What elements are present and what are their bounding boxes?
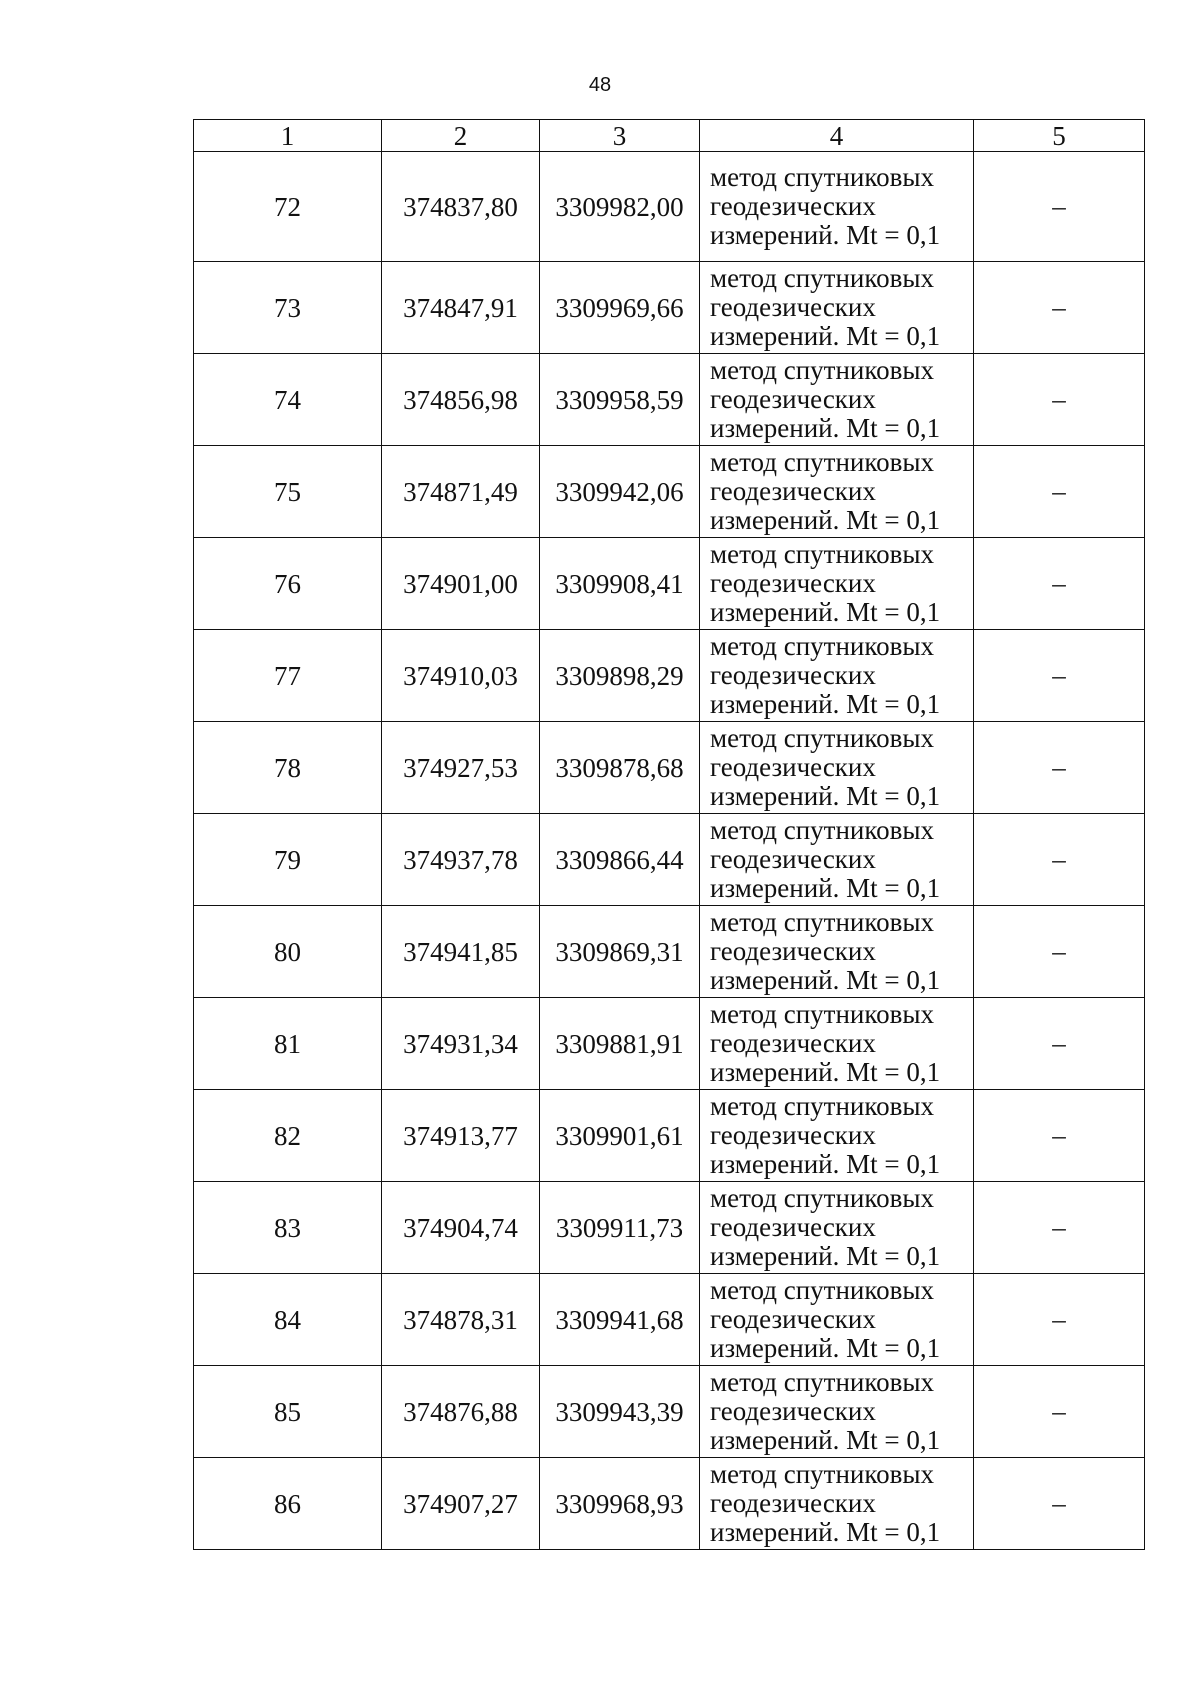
method-line: измерений. Mt = 0,1 <box>710 413 941 443</box>
column-5-cell: – <box>974 814 1145 906</box>
point-number-cell: 85 <box>194 1366 382 1458</box>
table-row <box>194 906 1145 998</box>
header-col-2: 2 <box>382 120 540 152</box>
method-line: метод спутниковых <box>710 355 934 385</box>
method-line: измерений. Mt = 0,1 <box>710 1333 941 1363</box>
method-cell <box>700 1090 974 1182</box>
method-cell <box>700 262 974 354</box>
table-row <box>194 1274 1145 1366</box>
method-line: измерений. Mt = 0,1 <box>710 965 941 995</box>
table-row <box>194 998 1145 1090</box>
x-coordinate-cell: 374871,49 <box>382 446 540 538</box>
column-5-cell: – <box>974 446 1145 538</box>
x-coordinate-cell: 374847,91 <box>382 262 540 354</box>
y-coordinate-cell: 3309869,31 <box>540 906 700 998</box>
header-row <box>194 120 1145 152</box>
method-line: метод спутниковых <box>710 907 934 937</box>
table-row <box>194 152 1145 262</box>
x-coordinate-cell: 374856,98 <box>382 354 540 446</box>
table-row <box>194 446 1145 538</box>
method-cell <box>700 354 974 446</box>
method-line: метод спутниковых <box>710 631 934 661</box>
x-coordinate-cell: 374941,85 <box>382 906 540 998</box>
x-coordinate-cell: 374901,00 <box>382 538 540 630</box>
table-row <box>194 1458 1145 1550</box>
method-cell <box>700 1366 974 1458</box>
x-coordinate-cell: 374910,03 <box>382 630 540 722</box>
method-cell <box>700 998 974 1090</box>
header-col-4: 4 <box>700 120 974 152</box>
column-5-cell: – <box>974 262 1145 354</box>
point-number-cell: 86 <box>194 1458 382 1550</box>
table-row <box>194 354 1145 446</box>
method-cell <box>700 814 974 906</box>
method-line: геодезических <box>710 1212 876 1242</box>
y-coordinate-cell: 3309908,41 <box>540 538 700 630</box>
method-line: метод спутниковых <box>710 815 934 845</box>
table-header <box>194 120 1145 152</box>
method-cell <box>700 722 974 814</box>
method-line: геодезических <box>710 1028 876 1058</box>
method-line: метод спутниковых <box>710 1183 934 1213</box>
method-cell <box>700 1458 974 1550</box>
method-line: измерений. Mt = 0,1 <box>710 1517 941 1547</box>
method-line: метод спутниковых <box>710 999 934 1029</box>
point-number-cell: 84 <box>194 1274 382 1366</box>
method-cell <box>700 1274 974 1366</box>
y-coordinate-cell: 3309941,68 <box>540 1274 700 1366</box>
x-coordinate-cell: 374913,77 <box>382 1090 540 1182</box>
method-line: геодезических <box>710 1120 876 1150</box>
column-5-cell: – <box>974 1458 1145 1550</box>
header-col-1: 1 <box>194 120 382 152</box>
table-body <box>194 152 1145 1550</box>
column-5-cell: – <box>974 630 1145 722</box>
method-line: геодезических <box>710 936 876 966</box>
method-line: метод спутниковых <box>710 723 934 753</box>
y-coordinate-cell: 3309942,06 <box>540 446 700 538</box>
method-line: геодезических <box>710 844 876 874</box>
point-number-cell: 73 <box>194 262 382 354</box>
column-5-cell: – <box>974 998 1145 1090</box>
method-line: измерений. Mt = 0,1 <box>710 873 941 903</box>
y-coordinate-cell: 3309982,00 <box>540 152 700 262</box>
point-number-cell: 77 <box>194 630 382 722</box>
column-5-cell: – <box>974 1274 1145 1366</box>
method-line: геодезических <box>710 1488 876 1518</box>
method-line: геодезических <box>710 568 876 598</box>
method-line: метод спутниковых <box>710 162 934 192</box>
table-row <box>194 538 1145 630</box>
method-line: метод спутниковых <box>710 447 934 477</box>
method-line: геодезических <box>710 1304 876 1334</box>
method-line: метод спутниковых <box>710 1367 934 1397</box>
page-number: 48 <box>588 74 612 96</box>
column-5-cell: – <box>974 906 1145 998</box>
y-coordinate-cell: 3309901,61 <box>540 1090 700 1182</box>
x-coordinate-cell: 374937,78 <box>382 814 540 906</box>
method-line: измерений. Mt = 0,1 <box>710 1425 941 1455</box>
table-row <box>194 1090 1145 1182</box>
table-row <box>194 630 1145 722</box>
method-line: метод спутниковых <box>710 1459 934 1489</box>
point-number-cell: 80 <box>194 906 382 998</box>
method-line: измерений. Mt = 0,1 <box>710 1149 941 1179</box>
column-5-cell: – <box>974 722 1145 814</box>
y-coordinate-cell: 3309878,68 <box>540 722 700 814</box>
column-5-cell: – <box>974 1090 1145 1182</box>
y-coordinate-cell: 3309958,59 <box>540 354 700 446</box>
column-5-cell: – <box>974 354 1145 446</box>
method-line: метод спутниковых <box>710 263 934 293</box>
header-col-5: 5 <box>974 120 1145 152</box>
x-coordinate-cell: 374931,34 <box>382 998 540 1090</box>
method-cell <box>700 1182 974 1274</box>
table-row <box>194 1182 1145 1274</box>
column-5-cell: – <box>974 1182 1145 1274</box>
method-line: геодезических <box>710 752 876 782</box>
coordinates-table <box>193 119 1145 1550</box>
table-row <box>194 722 1145 814</box>
header-col-3: 3 <box>540 120 700 152</box>
method-cell <box>700 446 974 538</box>
y-coordinate-cell: 3309898,29 <box>540 630 700 722</box>
method-line: геодезических <box>710 292 876 322</box>
method-line: геодезических <box>710 191 876 221</box>
method-line: измерений. Mt = 0,1 <box>710 220 941 250</box>
point-number-cell: 82 <box>194 1090 382 1182</box>
column-5-cell: – <box>974 538 1145 630</box>
method-line: метод спутниковых <box>710 1091 934 1121</box>
y-coordinate-cell: 3309866,44 <box>540 814 700 906</box>
point-number-cell: 74 <box>194 354 382 446</box>
x-coordinate-cell: 374907,27 <box>382 1458 540 1550</box>
table-row <box>194 262 1145 354</box>
method-line: измерений. Mt = 0,1 <box>710 321 941 351</box>
column-5-cell: – <box>974 152 1145 262</box>
x-coordinate-cell: 374876,88 <box>382 1366 540 1458</box>
y-coordinate-cell: 3309881,91 <box>540 998 700 1090</box>
method-line: измерений. Mt = 0,1 <box>710 1057 941 1087</box>
method-cell <box>700 538 974 630</box>
point-number-cell: 81 <box>194 998 382 1090</box>
x-coordinate-cell: 374927,53 <box>382 722 540 814</box>
method-line: измерений. Mt = 0,1 <box>710 689 941 719</box>
x-coordinate-cell: 374837,80 <box>382 152 540 262</box>
method-cell <box>700 630 974 722</box>
method-cell <box>700 906 974 998</box>
x-coordinate-cell: 374904,74 <box>382 1182 540 1274</box>
y-coordinate-cell: 3309911,73 <box>540 1182 700 1274</box>
table-row <box>194 814 1145 906</box>
y-coordinate-cell: 3309969,66 <box>540 262 700 354</box>
method-line: измерений. Mt = 0,1 <box>710 1241 941 1271</box>
method-cell <box>700 152 974 262</box>
method-line: геодезических <box>710 476 876 506</box>
point-number-cell: 79 <box>194 814 382 906</box>
y-coordinate-cell: 3309968,93 <box>540 1458 700 1550</box>
method-line: геодезических <box>710 1396 876 1426</box>
method-line: геодезических <box>710 384 876 414</box>
method-line: метод спутниковых <box>710 1275 934 1305</box>
point-number-cell: 72 <box>194 152 382 262</box>
method-line: измерений. Mt = 0,1 <box>710 505 941 535</box>
method-line: геодезических <box>710 660 876 690</box>
point-number-cell: 75 <box>194 446 382 538</box>
x-coordinate-cell: 374878,31 <box>382 1274 540 1366</box>
column-5-cell: – <box>974 1366 1145 1458</box>
method-line: метод спутниковых <box>710 539 934 569</box>
method-line: измерений. Mt = 0,1 <box>710 781 941 811</box>
point-number-cell: 76 <box>194 538 382 630</box>
point-number-cell: 78 <box>194 722 382 814</box>
point-number-cell: 83 <box>194 1182 382 1274</box>
method-line: измерений. Mt = 0,1 <box>710 597 941 627</box>
y-coordinate-cell: 3309943,39 <box>540 1366 700 1458</box>
table-row <box>194 1366 1145 1458</box>
